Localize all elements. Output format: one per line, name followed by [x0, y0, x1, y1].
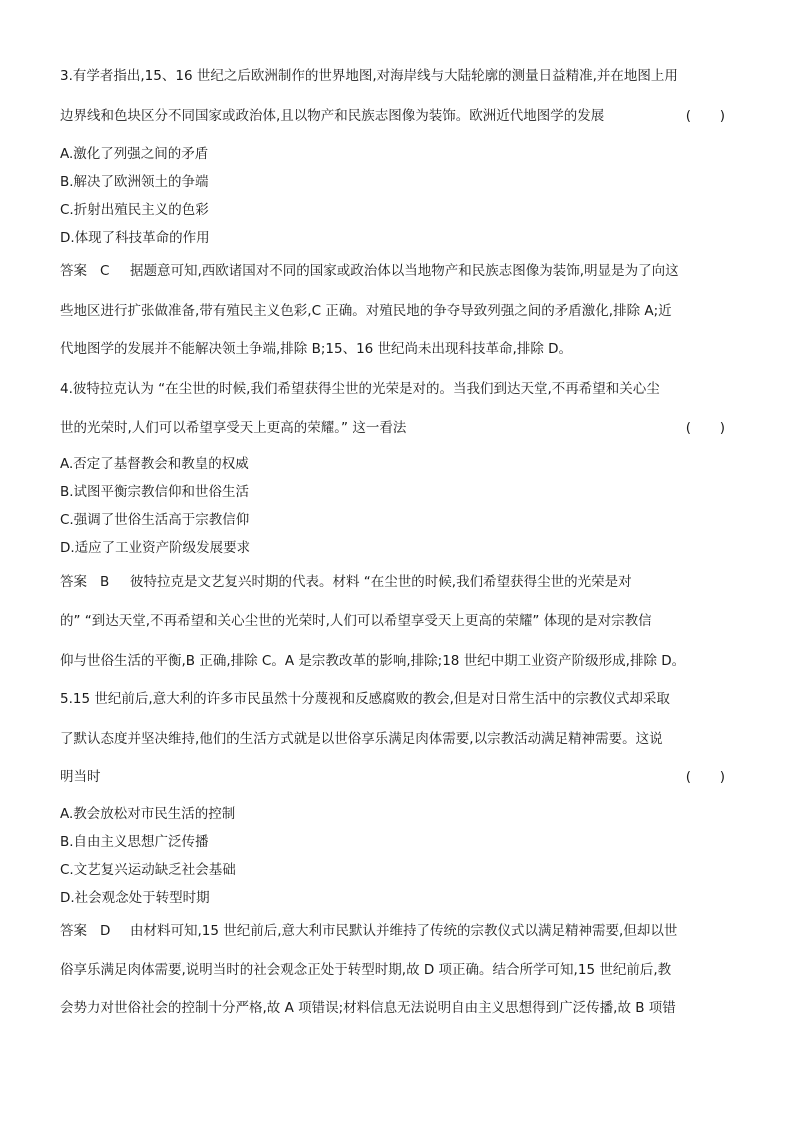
q4-stem-line-2: [60, 419, 735, 437]
q5-stem-line-1: 5.15 世纪前后,意大利的许多市民虽然十分蔑视和反感腐败的教会,但是对日常生活中的宗教仪式却采取: [60, 691, 670, 707]
answer-label: 答案: [60, 574, 87, 590]
q5-answer-line-2: 俗享乐满足肉体需要,说明当时的社会观念正处于转型时期,故 D 项正确。结合所学可知,15 世纪前后,教: [60, 962, 672, 978]
q5-option-d: D.社会观念处于转型时期: [60, 890, 210, 906]
q3-option-d: D.体现了科技革命的作用: [60, 230, 210, 246]
paren-open: (: [685, 769, 691, 785]
q3-answer-line-3: 代地图学的发展并不能解决领土争端,排除 B;15、16 世纪尚未出现科技革命,排除 D。: [60, 341, 573, 357]
q3-stem-line-2: [60, 107, 735, 125]
q3-option-a: A.激化了列强之间的矛盾: [60, 146, 209, 162]
q5-stem-line-3: [60, 768, 735, 786]
q3-answer-line-2: 些地区进行扩张做准备,带有殖民主义色彩,C 正确。对殖民地的争夺导致列强之间的矛盾激化,排除 A;近: [60, 303, 672, 319]
explanation-text: 由材料可知,15 世纪前后,意大利市民默认并维持了传统的宗教仪式以满足精神需要,但却以世: [130, 923, 678, 939]
q3-answer-line-1: [60, 262, 735, 280]
paren-close: ): [719, 420, 725, 436]
paren-close: ): [719, 769, 725, 785]
q4-option-c: C.强调了世俗生活高于宗教信仰: [60, 512, 250, 528]
paren-open: (: [685, 420, 691, 436]
q4-answer-line-2: 的” “到达天堂,不再希望和关心尘世的光荣时,人们可以希望享受天上更高的荣耀” 体现的是对宗教信: [60, 613, 652, 629]
q4-option-a: A.否定了基督教会和教皇的权威: [60, 456, 249, 472]
q5-option-a: A.教会放松对市民生活的控制: [60, 806, 236, 822]
answer-label: 答案: [60, 263, 87, 279]
q3-option-c: C.折射出殖民主义的色彩: [60, 202, 209, 218]
q5-answer-line-1: [60, 922, 735, 940]
answer-key: D: [100, 923, 111, 939]
q5-option-c: C.文艺复兴运动缺乏社会基础: [60, 862, 236, 878]
q4-stem-text: 世的光荣时,人们可以希望享受天上更高的荣耀。” 这一看法: [60, 420, 407, 436]
paren-open: (: [685, 108, 691, 124]
q4-answer-blank: [686, 419, 725, 437]
q3-option-b: B.解决了欧洲领土的争端: [60, 174, 209, 190]
answer-label: 答案: [60, 923, 87, 939]
answer-key: B: [100, 574, 110, 590]
explanation-text: 彼特拉克是文艺复兴时期的代表。材料 “在尘世的时候,我们希望获得尘世的光荣是对: [130, 574, 632, 590]
q4-answer-line-1: [60, 573, 735, 591]
q5-answer-blank: [686, 768, 725, 786]
q5-answer-line-3: 会势力对世俗社会的控制十分严格,故 A 项错误;材料信息无法说明自由主义思想得到广泛传播,故 B 项错: [60, 1000, 676, 1016]
q5-stem-line-2: 了默认态度并坚决维持,他们的生活方式就是以世俗享乐满足肉体需要,以宗教活动满足精神需要。这说: [60, 731, 663, 747]
q4-option-b: B.试图平衡宗教信仰和世俗生活: [60, 484, 250, 500]
q3-stem-line-1: 3.有学者指出,15、16 世纪之后欧洲制作的世界地图,对海岸线与大陆轮廓的测量日益精准,并在地图上用: [60, 68, 678, 84]
q5-stem-text: 明当时: [60, 769, 101, 785]
q3-stem-text: 边界线和色块区分不同国家或政治体,且以物产和民族志图像为装饰。欧洲近代地图学的发展: [60, 108, 605, 124]
q4-stem-line-1: 4.彼特拉克认为 “在尘世的时候,我们希望获得尘世的光荣是对的。当我们到达天堂,不再希望和关心尘: [60, 381, 660, 397]
paren-close: ): [719, 108, 725, 124]
explanation-text: 据题意可知,西欧诸国对不同的国家或政治体以当地物产和民族志图像为装饰,明显是为了向这: [130, 263, 679, 279]
q5-option-b: B.自由主义思想广泛传播: [60, 834, 209, 850]
q4-option-d: D.适应了工业资产阶级发展要求: [60, 540, 251, 556]
q3-answer-blank: [686, 107, 725, 125]
q4-answer-line-3: 仰与世俗生活的平衡,B 正确,排除 C。A 是宗教改革的影响,排除;18 世纪中期工业资产阶级形成,排除 D。: [60, 653, 686, 669]
answer-key: C: [100, 263, 110, 279]
